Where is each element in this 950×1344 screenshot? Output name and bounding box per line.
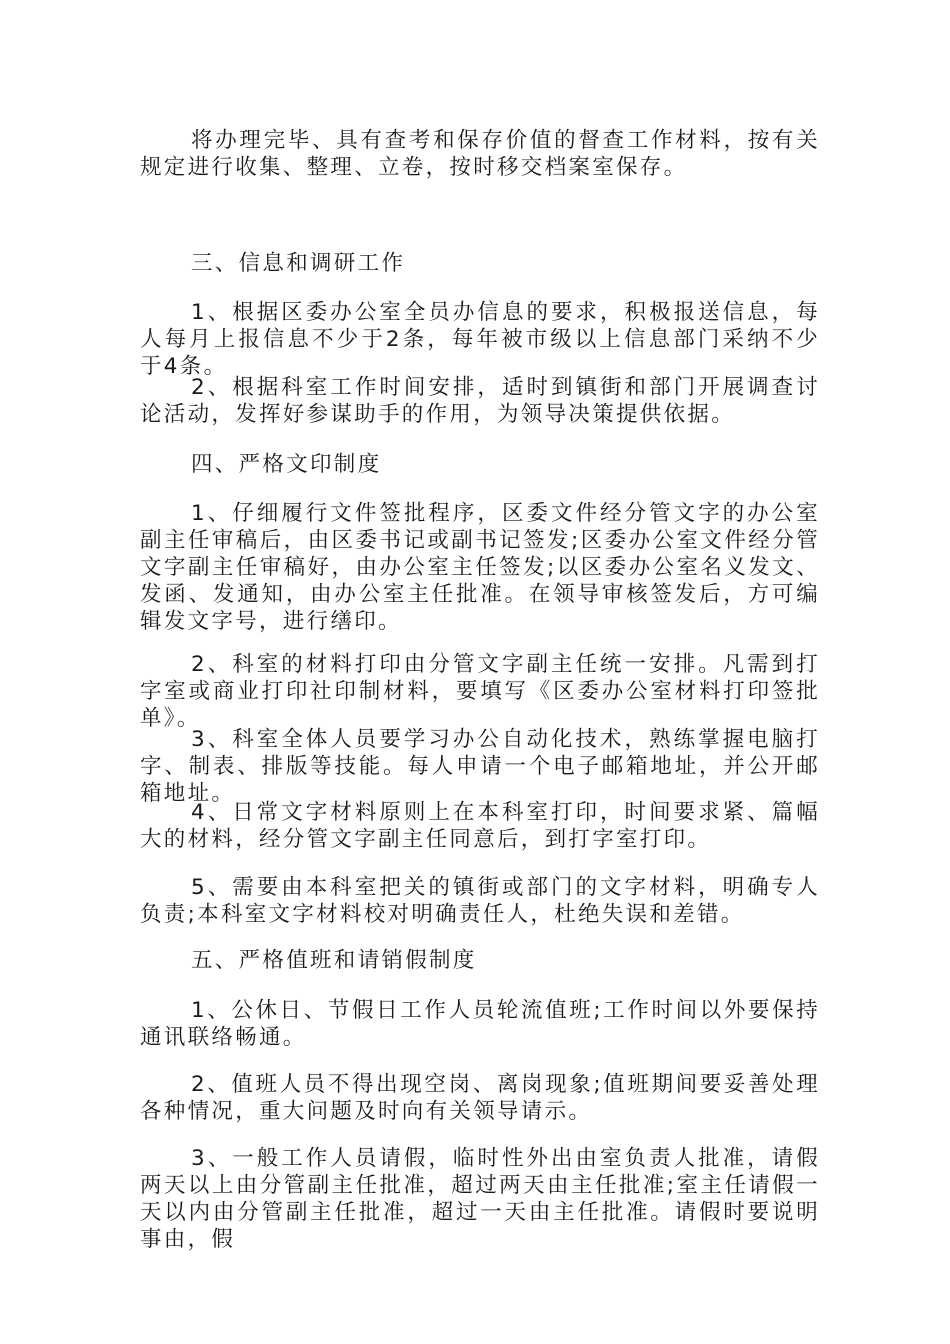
paragraph-duty-1: 1、公休日、节假日工作人员轮流值班;工作时间以外要保持通讯联络畅通。	[140, 998, 820, 1050]
heading-printing-system: 四、严格文印制度	[191, 452, 382, 477]
paragraph-printing-1: 1、仔细履行文件签批程序，区委文件经分管文字的办公室副主任审稿后，由区委书记或副书记签发;区委办公室文件经分管文字副主任审稿好，由办公室主任签发;以区委办公室名义发文、发函、发通知，由办公室主任批准。在领导审核签发后，方可编辑发文字号，进行缮印。	[140, 501, 820, 634]
paragraph-info-2: 2、根据科室工作时间安排，适时到镇街和部门开展调查讨论活动，发挥好参谋助手的作用，为领导决策提供依据。	[140, 375, 820, 427]
heading-duty-leave: 五、严格值班和请销假制度	[191, 948, 477, 973]
heading-information-research: 三、信息和调研工作	[191, 251, 406, 276]
paragraph-info-1: 1、根据区委办公室全员办信息的要求，积极报送信息，每人每月上报信息不少于2条，每年被市级以上信息部门采纳不少于4条。	[140, 300, 820, 379]
paragraph-duty-2: 2、值班人员不得出现空岗、离岗现象;值班期间要妥善处理各种情况，重大问题及时向有关领导请示。	[140, 1072, 820, 1124]
paragraph-printing-4: 4、日常文字材料原则上在本科室打印，时间要求紧、篇幅大的材料，经分管文字副主任同意后，到打字室打印。	[140, 800, 820, 852]
paragraph-duty-3: 3、一般工作人员请假，临时性外出由室负责人批准，请假两天以上由分管副主任批准，超过两天由主任批准;室主任请假一天以内由分管副主任批准，超过一天由主任批准。请假时要说明事由，假	[140, 1146, 820, 1252]
paragraph-printing-2: 2、科室的材料打印由分管文字副主任统一安排。凡需到打字室或商业打印社印制材料，要填写《区委办公室材料打印签批单》。	[140, 652, 820, 731]
paragraph-printing-3: 3、科室全体人员要学习办公自动化技术，熟练掌握电脑打字、制表、排版等技能。每人申请一个电子邮箱地址，并公开邮箱地址。	[140, 727, 820, 806]
paragraph-printing-5: 5、需要由本科室把关的镇街或部门的文字材料，明确专人负责;本科室文字材料校对明确责任人，杜绝失误和差错。	[140, 875, 820, 927]
paragraph-archive-materials: 将办理完毕、具有查考和保存价值的督查工作材料，按有关规定进行收集、整理、立卷，按时移交档案室保存。	[140, 128, 820, 180]
